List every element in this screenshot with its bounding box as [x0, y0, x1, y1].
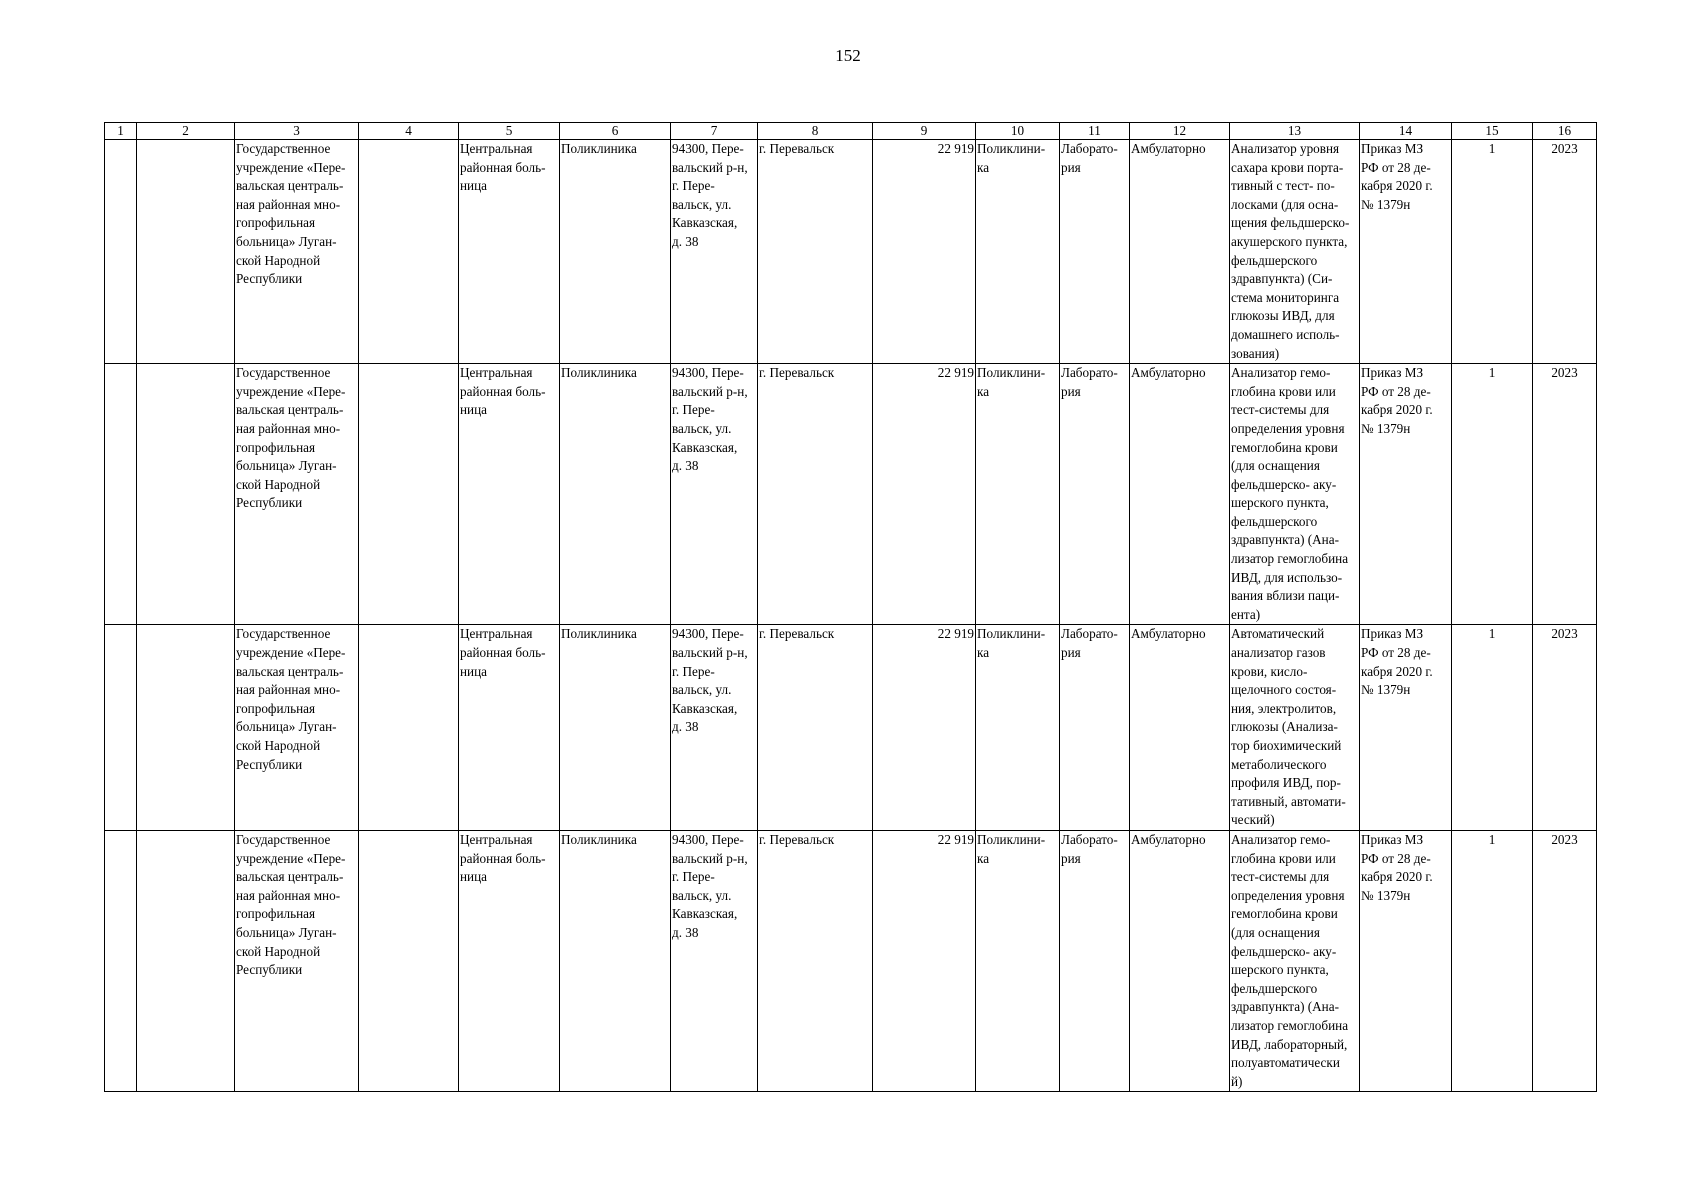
cell-care-type: Амбулаторно: [1130, 830, 1230, 1091]
cell-quantity: 1: [1452, 830, 1533, 1091]
page-number: 152: [835, 46, 861, 65]
cell-quantity: 1: [1452, 364, 1533, 625]
cell-population: 22 919: [873, 140, 976, 364]
cell-city: г. Перевальск: [758, 625, 873, 831]
column-number-row: [105, 123, 1597, 140]
cell-address: 94300, Пере- вальский р-н, г. Пере- вальск, ул. Кавказская, д. 38: [671, 625, 758, 831]
column-header-3: 3: [235, 123, 359, 140]
table-row: [105, 140, 1597, 364]
cell-hospital-type: Центральная районная боль- ница: [459, 364, 560, 625]
cell-hospital-type: Центральная районная боль- ница: [459, 140, 560, 364]
table-row: [105, 364, 1597, 625]
cell-col-4: [359, 140, 459, 364]
column-header-8: 8: [758, 123, 873, 140]
cell-col-2: [137, 140, 235, 364]
column-header-12: 12: [1130, 123, 1230, 140]
cell-population: 22 919: [873, 830, 976, 1091]
cell-equipment: Анализатор гемо- глобина крови или тест-системы для определения уровня гемоглобина крови (для оснащения фельдшерско- аку- шерского пункта, фельдшерского здравпункта) (Ана- лизатор гемоглобина ИВД, лабораторный, полуавтоматически й): [1230, 830, 1360, 1091]
cell-col-1: [105, 830, 137, 1091]
cell-unit: Поликлини- ка: [976, 364, 1060, 625]
cell-population: 22 919: [873, 625, 976, 831]
cell-year: 2023: [1533, 830, 1597, 1091]
cell-equipment: Анализатор гемо- глобина крови или тест-системы для определения уровня гемоглобина крови (для оснащения фельдшерско- аку- шерского пункта, фельдшерского здравпункта) (Ана- лизатор гемоглобина ИВД, для использо- вания вблизи паци- ента): [1230, 364, 1360, 625]
cell-unit: Поликлини- ка: [976, 140, 1060, 364]
cell-institution: Государственное учреждение «Пере- вальская централь- ная районная мно- гопрофильная больница» Луган- ской Народной Республики: [235, 140, 359, 364]
cell-subunit: Лаборато- рия: [1060, 625, 1130, 831]
cell-col-2: [137, 830, 235, 1091]
column-header-5: 5: [459, 123, 560, 140]
cell-equipment: Анализатор уровня сахара крови порта- тивный с тест- по- лосками (для осна- щения фельдшерско- акушерского пункта, фельдшерского здравпункта) (Си- стема мониторинга глюкозы ИВД, для домашнего исполь- зования): [1230, 140, 1360, 364]
column-header-9: 9: [873, 123, 976, 140]
column-header-6: 6: [560, 123, 671, 140]
cell-city: г. Перевальск: [758, 830, 873, 1091]
cell-address: 94300, Пере- вальский р-н, г. Пере- вальск, ул. Кавказская, д. 38: [671, 830, 758, 1091]
cell-col-2: [137, 625, 235, 831]
cell-regulation: Приказ МЗ РФ от 28 де- кабря 2020 г. № 1379н: [1360, 140, 1452, 364]
cell-care-type: Амбулаторно: [1130, 140, 1230, 364]
cell-department: Поликлиника: [560, 364, 671, 625]
column-header-10: 10: [976, 123, 1060, 140]
column-header-15: 15: [1452, 123, 1533, 140]
cell-year: 2023: [1533, 364, 1597, 625]
cell-institution: Государственное учреждение «Пере- вальская централь- ная районная мно- гопрофильная больница» Луган- ской Народной Республики: [235, 364, 359, 625]
cell-subunit: Лаборато- рия: [1060, 364, 1130, 625]
cell-quantity: 1: [1452, 140, 1533, 364]
cell-col-1: [105, 364, 137, 625]
cell-regulation: Приказ МЗ РФ от 28 де- кабря 2020 г. № 1379н: [1360, 830, 1452, 1091]
cell-subunit: Лаборато- рия: [1060, 830, 1130, 1091]
cell-col-4: [359, 625, 459, 831]
cell-department: Поликлиника: [560, 625, 671, 831]
cell-subunit: Лаборато- рия: [1060, 140, 1130, 364]
cell-equipment: Автоматический анализатор газов крови, кисло- щелочного состоя- ния, электролитов, глюкозы (Анализа- тор биохимический метаболического профиля ИВД, пор- тативный, автомати- ческий): [1230, 625, 1360, 831]
cell-care-type: Амбулаторно: [1130, 625, 1230, 831]
cell-col-1: [105, 140, 137, 364]
cell-regulation: Приказ МЗ РФ от 28 де- кабря 2020 г. № 1379н: [1360, 625, 1452, 831]
cell-col-1: [105, 625, 137, 831]
cell-unit: Поликлини- ка: [976, 830, 1060, 1091]
cell-year: 2023: [1533, 625, 1597, 831]
cell-hospital-type: Центральная районная боль- ница: [459, 625, 560, 831]
cell-quantity: 1: [1452, 625, 1533, 831]
cell-address: 94300, Пере- вальский р-н, г. Пере- вальск, ул. Кавказская, д. 38: [671, 364, 758, 625]
column-header-11: 11: [1060, 123, 1130, 140]
cell-regulation: Приказ МЗ РФ от 28 де- кабря 2020 г. № 1379н: [1360, 364, 1452, 625]
table-row: [105, 830, 1597, 1091]
cell-city: г. Перевальск: [758, 140, 873, 364]
cell-address: 94300, Пере- вальский р-н, г. Пере- вальск, ул. Кавказская, д. 38: [671, 140, 758, 364]
cell-unit: Поликлини- ка: [976, 625, 1060, 831]
cell-city: г. Перевальск: [758, 364, 873, 625]
column-header-4: 4: [359, 123, 459, 140]
column-header-1: 1: [105, 123, 137, 140]
column-header-2: 2: [137, 123, 235, 140]
column-header-14: 14: [1360, 123, 1452, 140]
column-header-7: 7: [671, 123, 758, 140]
cell-department: Поликлиника: [560, 830, 671, 1091]
cell-col-2: [137, 364, 235, 625]
equipment-table: [104, 122, 1597, 1092]
cell-year: 2023: [1533, 140, 1597, 364]
cell-institution: Государственное учреждение «Пере- вальская централь- ная районная мно- гопрофильная больница» Луган- ской Народной Республики: [235, 830, 359, 1091]
cell-hospital-type: Центральная районная боль- ница: [459, 830, 560, 1091]
cell-col-4: [359, 364, 459, 625]
cell-department: Поликлиника: [560, 140, 671, 364]
column-header-16: 16: [1533, 123, 1597, 140]
cell-col-4: [359, 830, 459, 1091]
cell-population: 22 919: [873, 364, 976, 625]
cell-institution: Государственное учреждение «Пере- вальская централь- ная районная мно- гопрофильная больница» Луган- ской Народной Республики: [235, 625, 359, 831]
cell-care-type: Амбулаторно: [1130, 364, 1230, 625]
table-row: [105, 625, 1597, 831]
column-header-13: 13: [1230, 123, 1360, 140]
